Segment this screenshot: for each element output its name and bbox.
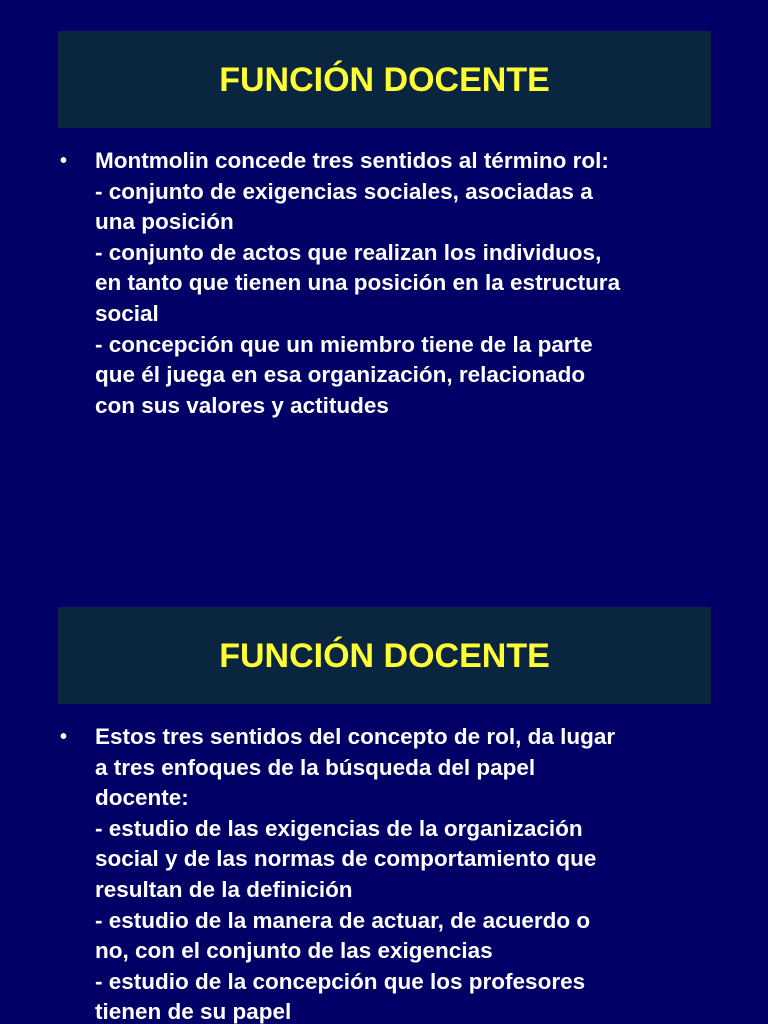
- text-line: - conjunto de exigencias sociales, asociadas a: [95, 178, 593, 204]
- text-line: a tres enfoques de la búsqueda del papel: [95, 754, 536, 780]
- slide-body: [60, 722, 710, 1024]
- slide-title-bar: [58, 607, 711, 704]
- text-line: no, con el conjunto de las exigencias: [95, 938, 493, 964]
- text-line: Montmolin concede tres sentidos al término rol:: [95, 148, 609, 173]
- bullet-text: [95, 146, 710, 421]
- text-line: resultan de la definición: [95, 876, 353, 902]
- text-line: - conjunto de actos que realizan los individuos,: [95, 239, 602, 265]
- bullet-icon: •: [60, 726, 68, 748]
- bullet-icon: •: [60, 150, 68, 172]
- text-line: que él juega en esa organización, relacionado: [95, 362, 586, 388]
- slide-2: [0, 576, 768, 1024]
- bullet-text: [95, 722, 710, 1024]
- text-line: Estos tres sentidos del concepto de rol, da lugar: [95, 724, 616, 749]
- slide-title: FUNCIÓN DOCENTE: [219, 61, 550, 99]
- text-line: docente:: [95, 785, 189, 811]
- text-line: - estudio de la manera de actuar, de acuerdo o: [95, 907, 591, 933]
- text-line: - estudio de la concepción que los profesores: [95, 968, 586, 994]
- text-line: - estudio de las exigencias de la organización: [95, 815, 583, 841]
- text-line: social y de las normas de comportamiento que: [95, 846, 597, 872]
- bullet-item: [60, 146, 710, 421]
- bullet-item: [60, 722, 710, 1024]
- text-line: con sus valores y actitudes: [95, 392, 389, 418]
- slide-title: FUNCIÓN DOCENTE: [219, 637, 550, 675]
- slide-title-bar: [58, 31, 711, 128]
- text-line: en tanto que tienen una posición en la estructura: [95, 270, 621, 296]
- text-line: - concepción que un miembro tiene de la parte: [95, 331, 593, 357]
- text-line: tienen de su papel: [95, 999, 292, 1024]
- text-line: una posición: [95, 209, 234, 235]
- text-line: social: [95, 300, 159, 326]
- slide-body: [60, 146, 710, 421]
